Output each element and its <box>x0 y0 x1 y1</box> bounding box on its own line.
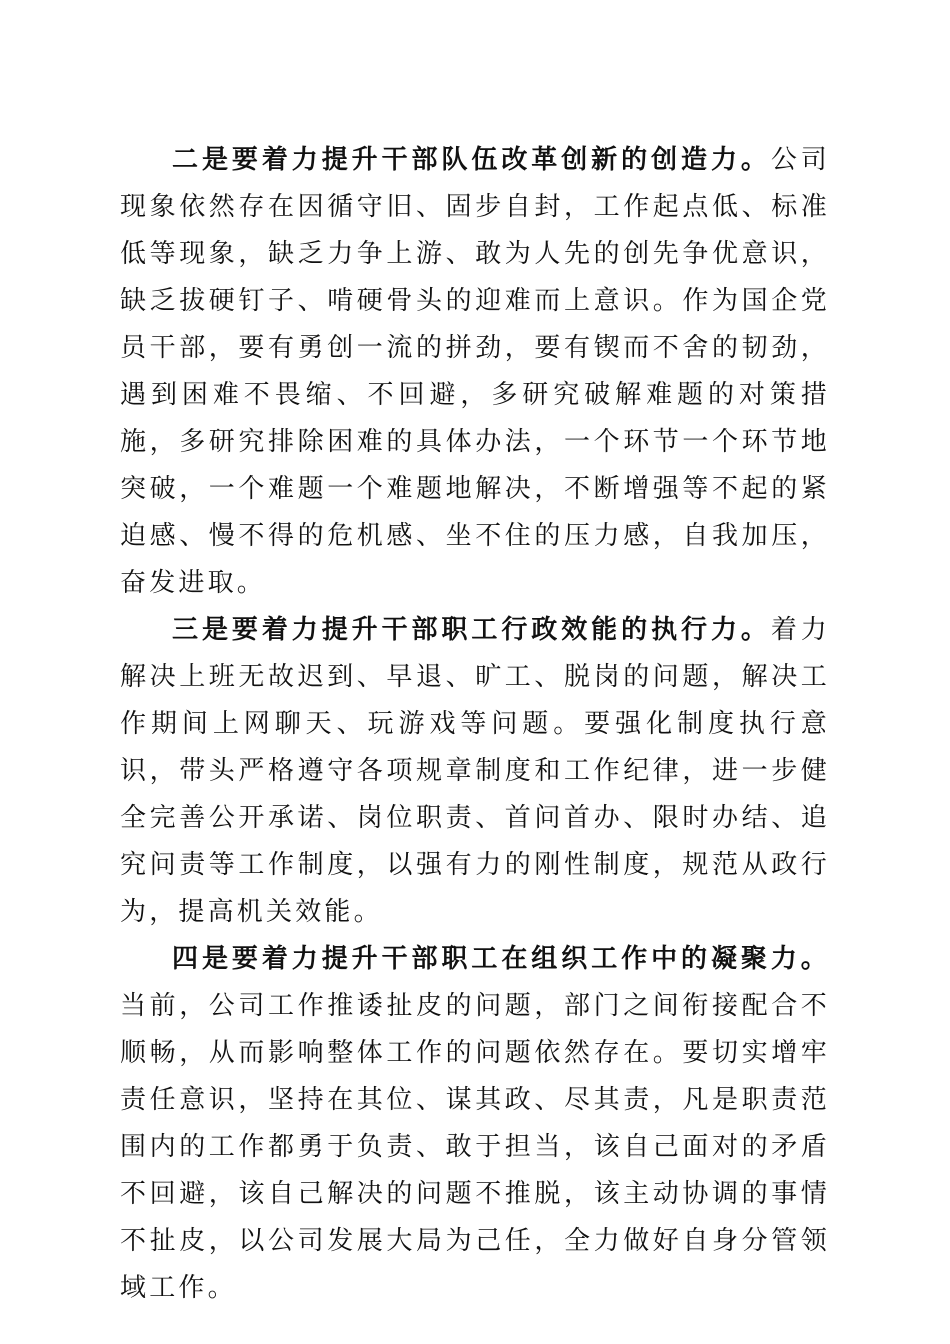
document-body <box>120 137 830 1312</box>
paragraph-4 <box>120 936 830 1312</box>
paragraph-2 <box>120 137 830 607</box>
paragraph-3 <box>120 607 830 936</box>
paragraph-heading: 二是要着力提升干部队伍改革创新的创造力。 <box>172 145 771 175</box>
paragraph-text: 当前，公司工作推诿扯皮的问题，部门之间衔接配合不顺畅，从而影响整体工作的问题依然存在。要切实增牢责任意识，坚持在其位、谋其政、尽其责，凡是职责范围内的工作都勇于负责、敢于担当，该自己面对的矛盾不回避，该自己解决的问题不推脱，该主动协调的事情不扯皮，以公司发展大局为己任，全力做好自身分管领域工作。 <box>120 991 830 1303</box>
paragraph-heading: 三是要着力提升干部职工行政效能的执行力。 <box>172 615 771 645</box>
paragraph-text: 着力解决上班无故迟到、早退、旷工、脱岗的问题，解决工作期间上网聊天、玩游戏等问题。要强化制度执行意识，带头严格遵守各项规章制度和工作纪律，进一步健全完善公开承诺、岗位职责、首问首办、限时办结、追究问责等工作制度，以强有力的刚性制度，规范从政行为，提高机关效能。 <box>120 615 830 927</box>
paragraph-text: 公司现象依然存在因循守旧、固步自封，工作起点低、标准低等现象，缺乏力争上游、敢为人先的创先争优意识，缺乏拔硬钉子、啃硬骨头的迎难而上意识。作为国企党员干部，要有勇创一流的拼劲，要有锲而不舍的韧劲，遇到困难不畏缩、不回避，多研究破解难题的对策措施，多研究排除困难的具体办法，一个环节一个环节地突破，一个难题一个难题地解决，不断增强等不起的紧迫感、慢不得的危机感、坐不住的压力感，自我加压，奋发进取。 <box>120 145 830 598</box>
paragraph-heading: 四是要着力提升干部职工在组织工作中的凝聚力。 <box>172 944 830 974</box>
